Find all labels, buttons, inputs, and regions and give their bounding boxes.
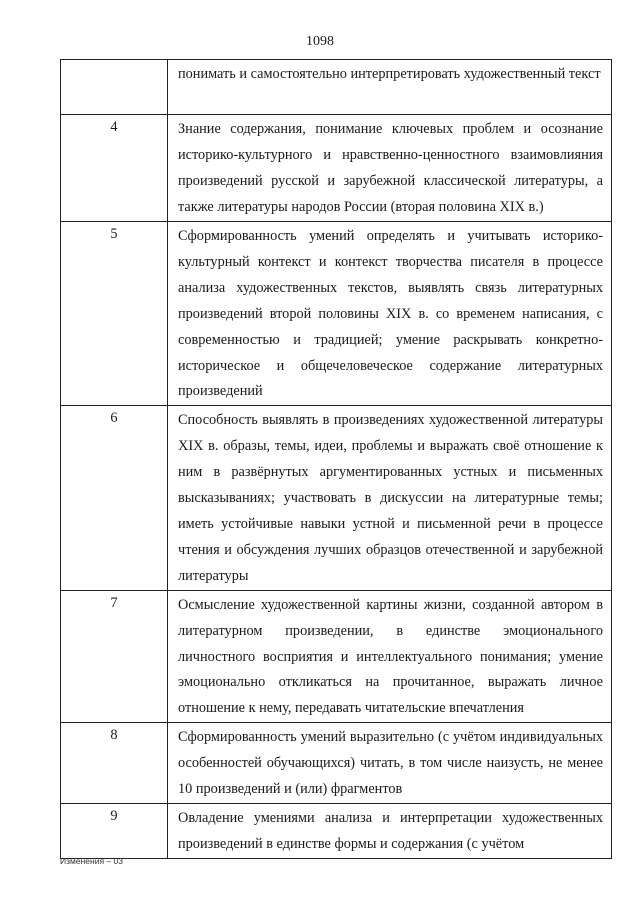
row-text-cell: Знание содержания, понимание ключевых проблем и осознание историко-культурного и нравственно-ценностного взаимовлияния произведений русской и зарубежной классической литературы, а также литературы народов России (вторая половина XIX в.) (168, 115, 612, 222)
row-text-cell: Сформированность умений определять и учитывать историко-культурный контекст и контекст творчества писателя в процессе анализа художественных текстов, выявлять связь литературных произведений второй половины XIX в. со временем написания, с современностью и традицией; умение раскрывать конкретно-историческое и общечеловеческое содержание литературных произведений (168, 222, 612, 406)
row-number-cell: 9 (61, 803, 168, 858)
table-row (61, 222, 612, 406)
table-row (61, 590, 612, 723)
row-text-cell: Осмысление художественной картины жизни, созданной автором в литературном произведении, в единстве эмоционального личностного восприятия и интеллектуального понимания; умение эмоционально откликаться на прочитанное, выражать личное отношение к нему, передавать читательские впечатления (168, 590, 612, 723)
row-text-cell: Овладение умениями анализа и интерпретации художественных произведений в единстве формы и содержания (с учётом (168, 803, 612, 858)
row-number-cell: 8 (61, 723, 168, 804)
row-number-cell: 5 (61, 222, 168, 406)
row-text-cell: понимать и самостоятельно интерпретировать художественный текст (168, 60, 612, 115)
page-number: 1098 (306, 34, 334, 49)
row-number-cell: 4 (61, 115, 168, 222)
revision-footer: Изменения – 03 (60, 856, 123, 866)
row-number-cell: 7 (61, 590, 168, 723)
table-row (61, 803, 612, 858)
row-text-cell: Сформированность умений выразительно (с учётом индивидуальных особенностей обучающихся) читать, в том числе наизусть, не менее 10 произведений и (или) фрагментов (168, 723, 612, 804)
row-text-cell: Способность выявлять в произведениях художественной литературы XIX в. образы, темы, идеи, проблемы и выражать своё отношение к ним в развёрнутых аргументированных устных и письменных высказываниях; участвовать в дискуссии на литературные темы; иметь устойчивые навыки устной и письменной речи в процессе чтения и обсуждения лучших образцов отечественной и зарубежной литературы (168, 406, 612, 590)
row-number-cell (61, 60, 168, 115)
table-row (61, 406, 612, 590)
table-row (61, 60, 612, 115)
row-number-cell: 6 (61, 406, 168, 590)
table-row (61, 723, 612, 804)
table-row (61, 115, 612, 222)
content-table (60, 59, 612, 859)
